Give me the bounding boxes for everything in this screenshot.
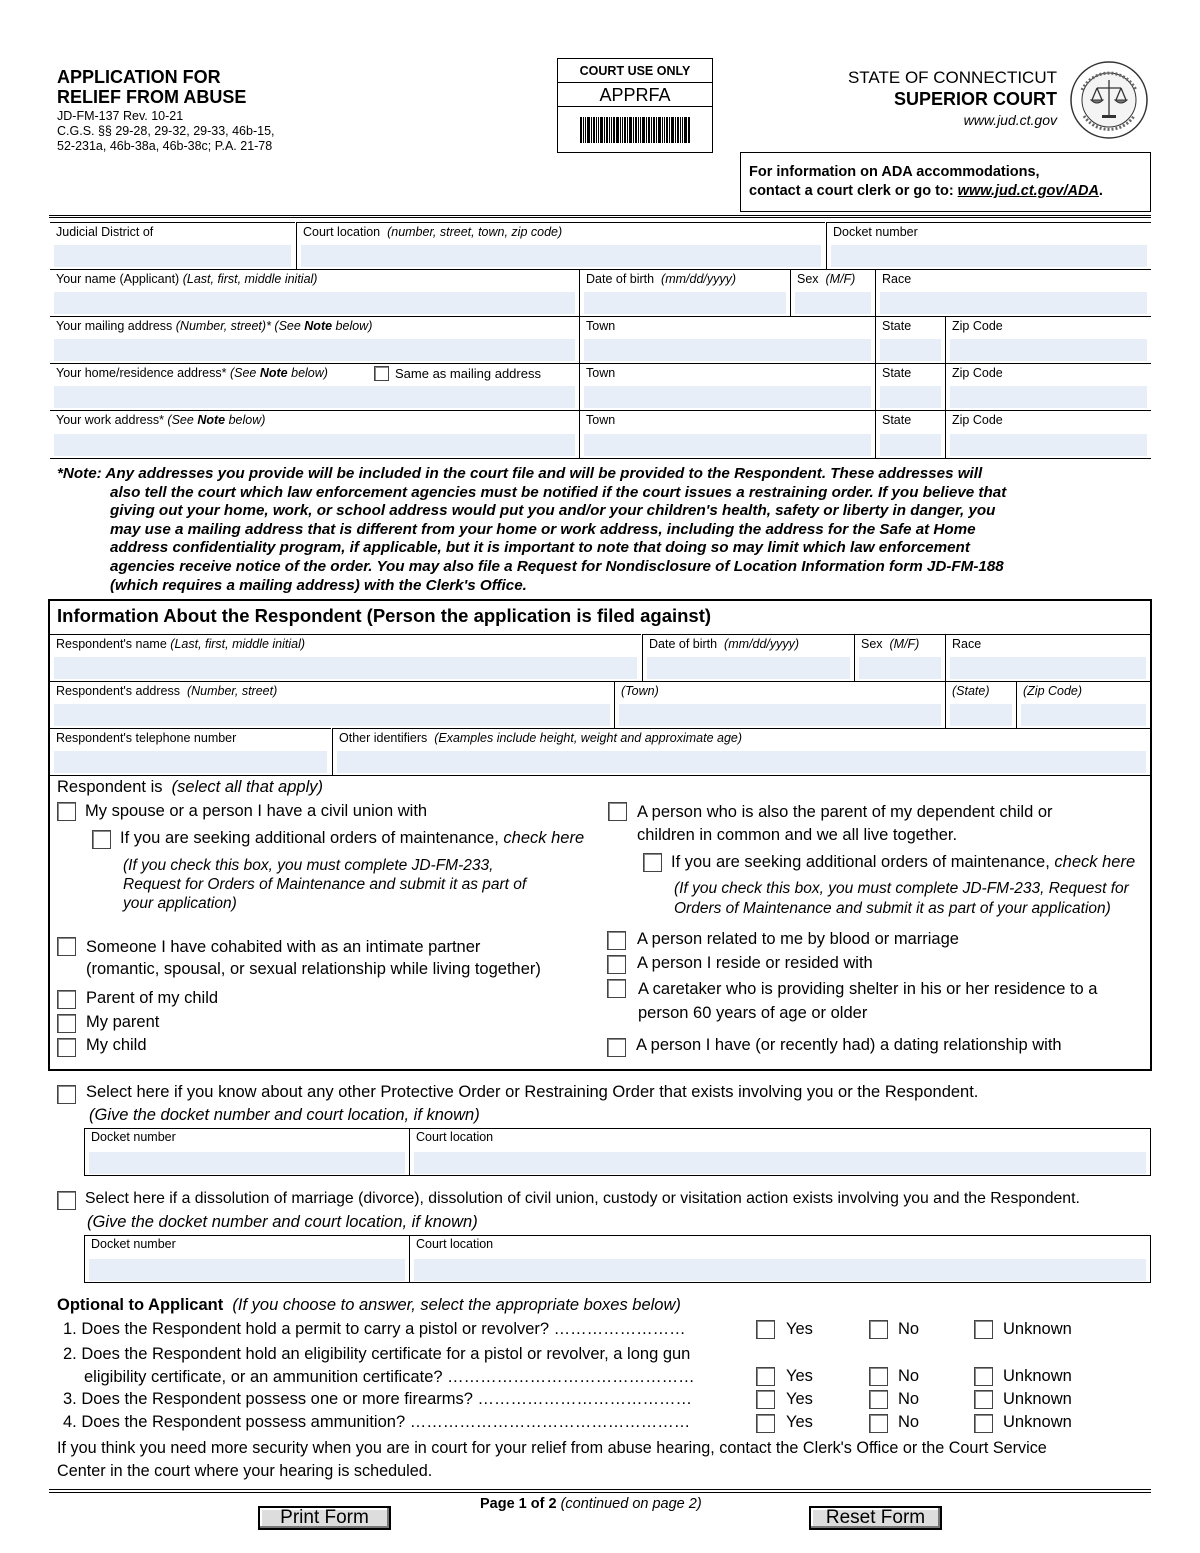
spouse-label: My spouse or a person I have a civil union with [85, 802, 428, 820]
q2-unknown-label: Unknown [1003, 1367, 1072, 1385]
resides-checkbox[interactable] [607, 955, 626, 974]
q1-yes-checkbox[interactable] [756, 1320, 775, 1339]
q2-unknown-checkbox[interactable] [974, 1367, 993, 1386]
security-notice: If you think you need more security when you are in court for your relief from abuse hearing, contact the Clerk's Office or the Court Service Center in the court where your hearing is scheduled. [57, 1439, 1047, 1480]
q4-yes-checkbox[interactable] [756, 1414, 775, 1433]
respondent-name-field[interactable] [54, 657, 637, 679]
court-use-box [557, 58, 713, 153]
respondent-phone-cell: Respondent's telephone number [50, 728, 331, 775]
address-note: *Note: Any addresses you provide will be included in the court file and will be provided to the Respondent. These addresses will also tell the court which law enforcement agencies must be notified if the court issues a restraining order. If you believe that giving out your home, work, or school address would put you and/or your children's health, safety or liberty in danger, you may use a mailing address that is different from your home or work address, including the address for the Safe at Home address confidentiality program, if applicable, but it is important to note that doing so may limit which law enforcement agencies receive notice of the order. You may also file a Request for Nondisclosure of Location Information form JD-FM-188 (which requires a mailing address) with the Clerk's Office. [57, 465, 1007, 594]
respondent-race-field[interactable] [950, 657, 1146, 679]
applicant-race-cell: Race [876, 269, 1151, 316]
home-address-cell: Your home/residence address* (See Note below) [50, 363, 579, 410]
judicial-district-field[interactable] [54, 245, 291, 267]
footer-rule [49, 1489, 1151, 1493]
mailing-town-field[interactable] [584, 339, 871, 361]
q3-unknown-label: Unknown [1003, 1390, 1072, 1408]
q1-unknown-label: Unknown [1003, 1320, 1072, 1338]
maintenance-note: (If you check this box, you must complete JD-FM-233, Request for Orders of Maintenance and submit it as part of your application) [123, 857, 527, 912]
form-metadata [57, 109, 275, 154]
respondent-dob-field[interactable] [647, 657, 850, 679]
applicant-race-field[interactable] [880, 292, 1147, 314]
my-child-checkbox[interactable] [57, 1038, 76, 1057]
ada-notice: For information on ADA accommodations, contact a court clerk or go to: www.jud.ct.gov/ADA. [740, 152, 1151, 212]
respondent-phone-field[interactable] [54, 751, 327, 773]
q4-no-checkbox[interactable] [869, 1414, 888, 1433]
applicant-sex-cell: Sex (M/F) [791, 269, 875, 316]
applicant-name-cell: Your name (Applicant) (Last, first, middle initial) [50, 269, 579, 316]
maintenance-2-label: If you are seeking additional orders of maintenance, check here [671, 853, 1136, 871]
dissolution-label: Select here if a dissolution of marriage (divorce), dissolution of civil union, custody or visitation action exists involving you and the Respondent. [85, 1190, 1080, 1207]
statutes: 52-231a, 46b-38a, 46b-38c; P.A. 21-78 [57, 139, 273, 153]
respondent-address-field[interactable] [54, 704, 610, 726]
dissolution-docket-field[interactable] [89, 1259, 405, 1281]
q2-yes-checkbox[interactable] [756, 1367, 775, 1386]
question-2: 2. Does the Respondent hold an eligibility certificate for a pistol or revolver, a long gun eligibility certificate, or an ammunition certificate? ……………………………………… [63, 1345, 695, 1386]
respondent-town-cell: (Town) [615, 681, 945, 728]
respondent-town-field[interactable] [619, 704, 941, 726]
related-checkbox[interactable] [607, 931, 626, 950]
parent-of-child-checkbox[interactable] [57, 990, 76, 1009]
page-number: Page 1 of 2 (continued on page 2) [480, 1496, 702, 1512]
mailing-address-cell: Your mailing address (Number, street)* (See Note below) [50, 316, 579, 363]
dissolution-table [84, 1235, 1151, 1283]
parent-in-common-label: A person who is also the parent of my dependent child or children in common and we all live together. [637, 803, 1053, 844]
home-town-cell: Town [580, 363, 875, 410]
work-zip-field[interactable] [950, 434, 1147, 456]
dissolution-court-location-cell: Court location [410, 1235, 1150, 1283]
maintenance-checkbox[interactable] [92, 830, 111, 849]
q3-yes-label: Yes [786, 1390, 813, 1408]
q4-unknown-checkbox[interactable] [974, 1414, 993, 1433]
respondent-name-cell: Respondent's name (Last, first, middle initial) [50, 634, 641, 681]
dating-checkbox[interactable] [607, 1038, 626, 1057]
applicant-dob-field[interactable] [584, 292, 786, 314]
statutes: C.G.S. §§ 29-28, 29-32, 29-33, 46b-15, [57, 124, 275, 138]
parent-of-child-label: Parent of my child [86, 989, 219, 1007]
protective-docket-cell: Docket number [85, 1128, 409, 1176]
court-name: SUPERIOR COURT [893, 89, 1057, 109]
dissolution-court-location-field[interactable] [414, 1259, 1146, 1281]
dissolution-checkbox[interactable] [57, 1191, 76, 1210]
form-title: APPLICATION FOR RELIEF FROM ABUSE [57, 67, 247, 107]
respondent-section-title: Information About the Respondent (Person the application is filed against) [57, 605, 712, 626]
double-rule [49, 215, 1151, 218]
respondent-other-ids-cell: Other identifiers (Examples include height, weight and approximate age) [333, 728, 1150, 775]
home-town-field[interactable] [584, 386, 871, 408]
home-address-field[interactable] [54, 386, 575, 408]
q1-no-label: No [898, 1320, 920, 1338]
judicial-district-cell: Judicial District of [50, 222, 295, 269]
cohabited-label: Someone I have cohabited with as an intimate partner (romantic, spousal, or sexual relationship while living together) [86, 938, 541, 978]
respondent-other-ids-field[interactable] [337, 751, 1146, 773]
mailing-town-cell: Town [580, 316, 875, 363]
respondent-sex-field[interactable] [859, 657, 941, 679]
home-zip-field[interactable] [950, 386, 1147, 408]
work-state-field[interactable] [880, 434, 941, 456]
applicant-sex-field[interactable] [795, 292, 871, 314]
same-as-mailing-label: Same as mailing address [395, 366, 541, 381]
caretaker-label: A caretaker who is providing shelter in his or her residence to a person 60 years of age or older [638, 980, 1098, 1022]
respondent-state-cell: (State) [946, 681, 1016, 728]
protective-court-location-cell: Court location [410, 1128, 1150, 1176]
q4-yes-label: Yes [786, 1413, 813, 1431]
work-town-field[interactable] [584, 434, 871, 456]
protective-court-location-field[interactable] [414, 1152, 1146, 1174]
dissolution-docket-cell: Docket number [85, 1235, 409, 1283]
question-1: 1. Does the Respondent hold a permit to carry a pistol or revolver? …………………… [63, 1320, 686, 1338]
cohabited-checkbox[interactable] [57, 937, 76, 956]
work-town-cell: Town [580, 410, 875, 458]
protective-order-table [84, 1128, 1151, 1176]
resides-label: A person I reside or resided with [637, 954, 873, 972]
q3-no-checkbox[interactable] [869, 1390, 888, 1409]
optional-heading: Optional to Applicant (If you choose to answer, select the appropriate boxes below) [57, 1296, 681, 1314]
mailing-zip-field[interactable] [950, 339, 1147, 361]
spouse-checkbox[interactable] [57, 802, 76, 821]
my-child-label: My child [86, 1036, 147, 1054]
work-state-cell: State [876, 410, 945, 458]
docket-number-cell: Docket number [827, 222, 1151, 269]
q3-no-label: No [898, 1390, 920, 1408]
caretaker-checkbox[interactable] [607, 979, 626, 998]
my-parent-label: My parent [86, 1013, 160, 1031]
website: www.jud.ct.gov [963, 112, 1057, 128]
mailing-zip-cell: Zip Code [946, 316, 1151, 363]
q4-unknown-label: Unknown [1003, 1413, 1072, 1431]
home-zip-cell: Zip Code [946, 363, 1151, 410]
court-use-label: COURT USE ONLY [558, 59, 712, 83]
maintenance-2-note: (If you check this box, you must complete JD-FM-233, Request for Orders of Maintenance and submit it as part of your application) [674, 880, 1129, 917]
question-3: 3. Does the Respondent possess one or more firearms? ………………………………… [63, 1390, 693, 1408]
mailing-address-field[interactable] [54, 339, 575, 361]
judicial-seal-icon [1068, 60, 1150, 140]
protective-docket-field[interactable] [89, 1152, 405, 1174]
maintenance-label: If you are seeking additional orders of maintenance, check here [120, 829, 585, 847]
related-label: A person related to me by blood or marriage [637, 930, 959, 948]
q3-unknown-checkbox[interactable] [974, 1390, 993, 1409]
court-header [780, 68, 1057, 130]
court-location-field[interactable] [301, 245, 821, 267]
docket-number-field[interactable] [831, 245, 1147, 267]
court-location-cell: Court location (number, street, town, zip code) [297, 222, 825, 269]
respondent-race-cell: Race [946, 634, 1150, 681]
dating-label: A person I have (or recently had) a dating relationship with [636, 1036, 1062, 1054]
home-state-cell: State [876, 363, 945, 410]
protective-order-hint: (Give the docket number and court location, if known) [89, 1106, 480, 1124]
state-name: STATE OF CONNECTICUT [847, 68, 1057, 87]
q1-unknown-checkbox[interactable] [974, 1320, 993, 1339]
work-address-cell: Your work address* (See Note below) [50, 410, 579, 458]
my-parent-checkbox[interactable] [57, 1014, 76, 1033]
q4-no-label: No [898, 1413, 920, 1431]
respondent-address-cell: Respondent's address (Number, street) [50, 681, 614, 728]
applicant-name-field[interactable] [54, 292, 575, 314]
question-4: 4. Does the Respondent possess ammunition? …………………………………………… [63, 1413, 691, 1431]
applicant-dob-cell: Date of birth (mm/dd/yyyy) [580, 269, 790, 316]
work-zip-cell: Zip Code [946, 410, 1151, 458]
mailing-state-field[interactable] [880, 339, 941, 361]
mailing-state-cell: State [876, 316, 945, 363]
q3-yes-checkbox[interactable] [756, 1390, 775, 1409]
respondent-sex-cell: Sex (M/F) [855, 634, 945, 681]
respondent-dob-cell: Date of birth (mm/dd/yyyy) [643, 634, 854, 681]
reset-form-button[interactable]: Reset Form [809, 1506, 942, 1530]
respondent-zip-field[interactable] [1021, 704, 1146, 726]
work-address-field[interactable] [54, 434, 575, 456]
respondent-state-field[interactable] [950, 704, 1012, 726]
parent-in-common-checkbox[interactable] [608, 802, 627, 821]
print-form-button[interactable]: Print Form [258, 1506, 391, 1530]
dissolution-hint: (Give the docket number and court location, if known) [87, 1213, 478, 1231]
form-id: JD-FM-137 Rev. 10-21 [57, 109, 184, 123]
respondent-is-label: Respondent is (select all that apply) [57, 778, 323, 796]
q2-no-label: No [898, 1367, 920, 1385]
barcode [580, 117, 690, 143]
protective-order-label: Select here if you know about any other Protective Order or Restraining Order that exists involving you or the Respondent. [86, 1083, 979, 1101]
ada-link[interactable]: www.jud.ct.gov/ADA [957, 183, 1099, 199]
same-as-mailing-checkbox[interactable] [374, 366, 389, 381]
q2-yes-label: Yes [786, 1367, 813, 1385]
home-state-field[interactable] [880, 386, 941, 408]
q2-no-checkbox[interactable] [869, 1367, 888, 1386]
q1-yes-label: Yes [786, 1320, 813, 1338]
protective-order-checkbox[interactable] [57, 1085, 76, 1104]
respondent-zip-cell: (Zip Code) [1017, 681, 1150, 728]
q1-no-checkbox[interactable] [869, 1320, 888, 1339]
maintenance-2-checkbox[interactable] [643, 853, 662, 872]
court-use-code: APPRFA [558, 83, 712, 107]
